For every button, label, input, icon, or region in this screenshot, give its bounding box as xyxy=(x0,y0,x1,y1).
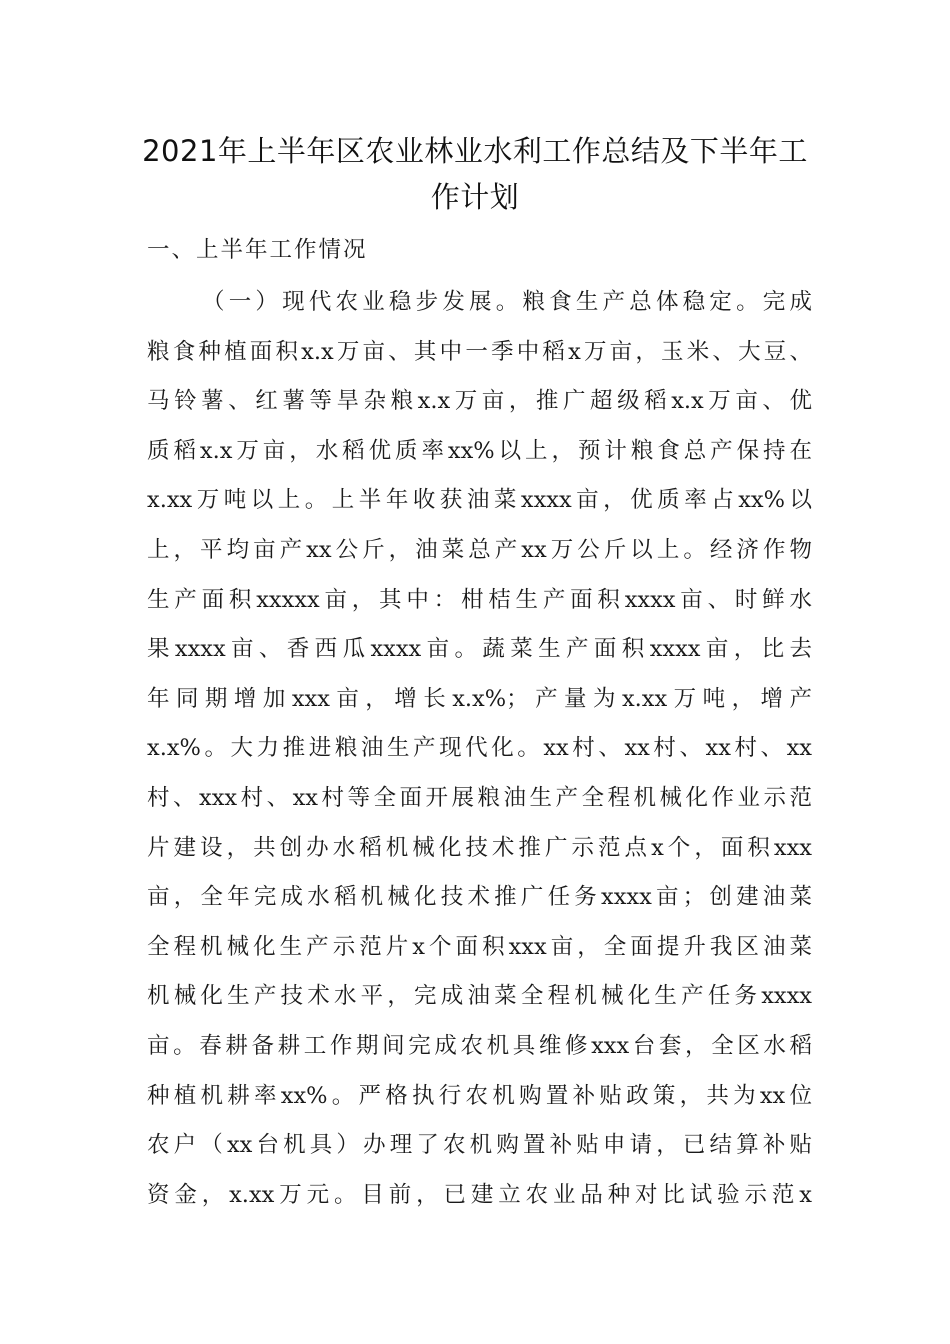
paragraph-line: 机械化生产技术水平，完成油菜全程机械化生产任务xxxx xyxy=(147,983,812,1010)
paragraph-line: 年同期增加xxx亩，增长x.x%；产量为x.xx万吨，增产 xyxy=(147,685,812,712)
paragraph-line: 村、xxx村、xx村等全面开展粮油生产全程机械化作业示范 xyxy=(147,784,812,811)
body-paragraph xyxy=(147,282,812,1224)
paragraph-line: 粮食种植面积x.x万亩、其中一季中稻x万亩，玉米、大豆、 xyxy=(147,338,812,365)
title-line: 2021年上半年区农业林业水利工作总结及下半年工 xyxy=(142,134,808,168)
paragraph-line: 亩，全年完成水稻机械化技术推广任务xxxx亩；创建油菜 xyxy=(147,884,812,911)
paragraph-line: 果xxxx亩、香西瓜xxxx亩。蔬菜生产面积xxxx亩，比去 xyxy=(147,636,812,663)
paragraph-line: x.x%。大力推进粮油生产现代化。xx村、xx村、xx村、xx xyxy=(147,735,812,762)
paragraph-line: 马铃薯、红薯等旱杂粮x.x万亩，推广超级稻x.x万亩、优 xyxy=(147,388,812,415)
paragraph-line: 片建设，共创办水稻机械化技术推广示范点x个，面积xxx xyxy=(147,834,812,861)
paragraph-line: 亩。春耕备耕工作期间完成农机具维修xxx台套，全区水稻 xyxy=(147,1032,812,1059)
paragraph-line: 资金，x.xx万元。目前，已建立农业品种对比试验示范x xyxy=(147,1181,812,1208)
paragraph-line: 农户（xx台机具）办理了农机购置补贴申请，已结算补贴 xyxy=(147,1132,812,1159)
paragraph-line: （一）现代农业稳步发展。粮食生产总体稳定。完成 xyxy=(202,289,812,315)
section-heading: 一、上半年工作情况 xyxy=(147,237,368,263)
paragraph-line: x.xx万吨以上。上半年收获油菜xxxx亩，优质率占xx%以 xyxy=(147,487,812,514)
paragraph-line: 种植机耕率xx%。严格执行农机购置补贴政策，共为xx位 xyxy=(147,1082,812,1109)
paragraph-line: 全程机械化生产示范片x个面积xxx亩，全面提升我区油菜 xyxy=(147,933,812,960)
document-title xyxy=(140,128,810,220)
title-line: 作计划 xyxy=(430,180,520,214)
paragraph-line: 质稻x.x万亩，水稻优质率xx%以上，预计粮食总产保持在 xyxy=(147,437,812,464)
paragraph-line: 上，平均亩产xx公斤，油菜总产xx万公斤以上。经济作物 xyxy=(147,536,812,563)
paragraph-line: 生产面积xxxxx亩，其中：柑桔生产面积xxxx亩、时鲜水 xyxy=(147,586,812,613)
